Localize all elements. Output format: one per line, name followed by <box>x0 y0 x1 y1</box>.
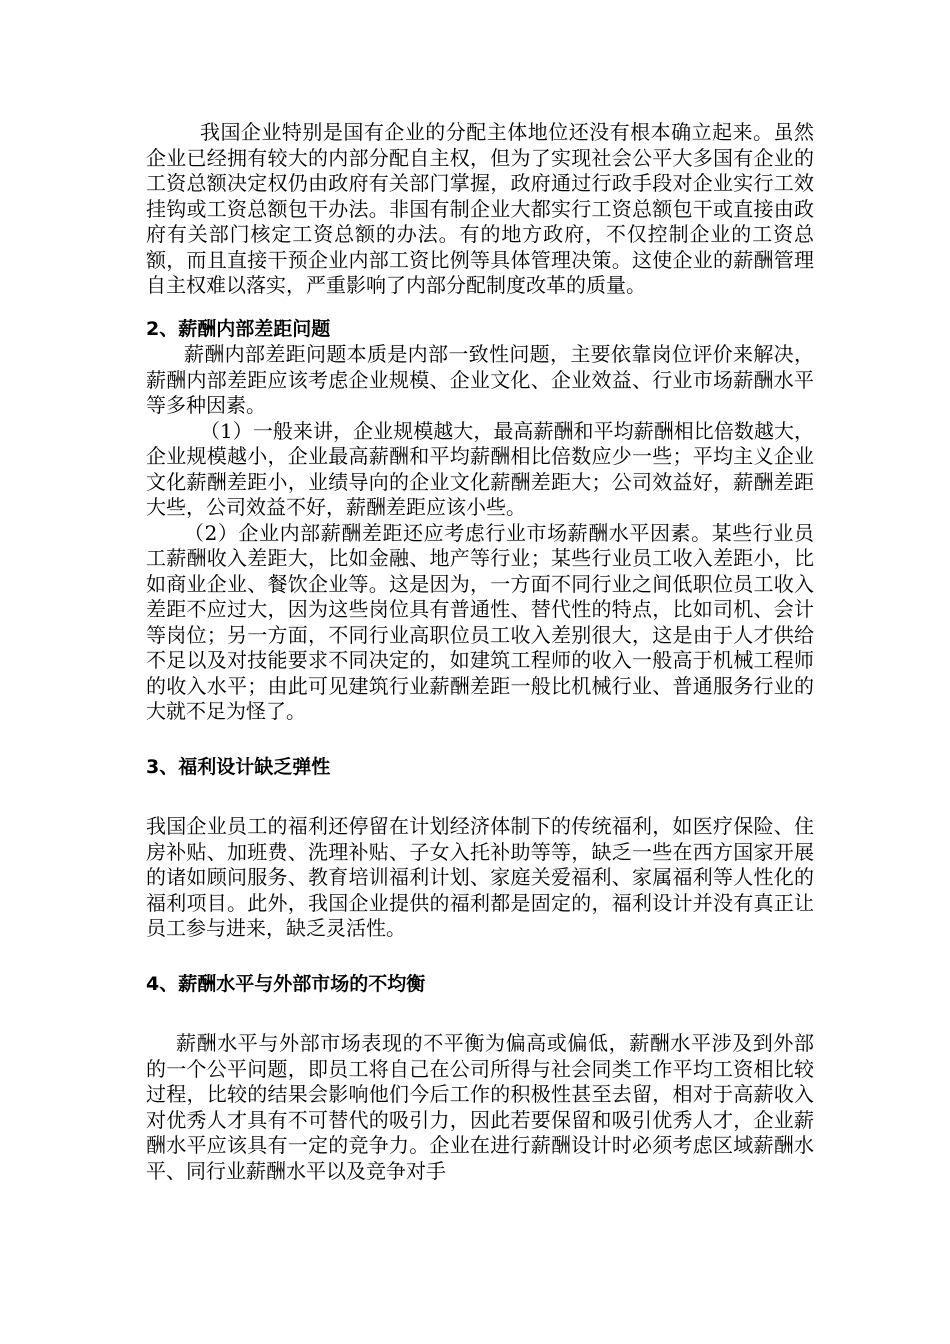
document-page <box>146 120 814 1184</box>
section-3-heading: 3、福利设计缺乏弹性 <box>146 755 331 778</box>
section-2-paragraph-2: （1）一般来讲，企业规模越大，最高薪酬和平均薪酬相比倍数越大，企业规模越小，企业最高薪酬和平均薪酬相比倍数应少一些；平均主义企业文化薪酬差距小，业绩导向的企业文化薪酬差距大；公司效益好，薪酬差距大些，公司效益不好，薪酬差距应该小些。 <box>146 418 814 519</box>
section-4-heading: 4、薪酬水平与外部市场的不均衡 <box>146 972 426 995</box>
section-2-heading: 2、薪酬内部差距问题 <box>146 317 331 340</box>
intro-paragraph: 我国企业特别是国有企业的分配主体地位还没有根本确立起来。虽然企业已经拥有较大的内部分配自主权，但为了实现社会公平大多国有企业的工资总额决定权仍由政府有关部门掌握，政府通过行政手段对企业实行工效挂钩或工资总额包干办法。非国有制企业大都实行工资总额包干或直接由政府有关部门核定工资总额的办法。有的地方政府，不仅控制企业的工资总额，而且直接干预企业内部工资比例等具体管理决策。这使企业的薪酬管理自主权难以落实，严重影响了内部分配制度改革的质量。 <box>146 120 814 297</box>
section-4-paragraph-1: 薪酬水平与外部市场表现的不平衡为偏高或偏低，薪酬水平涉及到外部的一个公平问题，即员工将自己在公司所得与社会同类工作平均工资相比较过程，比较的结果会影响他们今后工作的积极性甚至去留，相对于高薪收入对优秀人才具有不可替代的吸引力，因此若要保留和吸引优秀人才，企业薪酬水平应该具有一定的竞争力。企业在进行薪酬设计时必须考虑区域薪酬水平、同行业薪酬水平以及竞争对手 <box>146 1031 814 1183</box>
section-3-paragraph-1: 我国企业员工的福利还停留在计划经济体制下的传统福利，如医疗保险、住房补贴、加班费、洗理补贴、子女入托补助等等，缺乏一些在西方国家开展的诸如顾问服务、教育培训福利计划、家庭关爱福利、家属福利等人性化的福利项目。此外，我国企业提供的福利都是固定的，福利设计并没有真正让员工参与进来，缺乏灵活性。 <box>146 814 814 940</box>
section-2-paragraph-1: 薪酬内部差距问题本质是内部一致性问题，主要依靠岗位评价来解决，薪酬内部差距应该考虑企业规模、企业文化、企业效益、行业市场薪酬水平等多种因素。 <box>146 342 814 417</box>
section-2-paragraph-3: （2）企业内部薪酬差距还应考虑行业市场薪酬水平因素。某些行业员工薪酬收入差距大，比如金融、地产等行业；某些行业员工收入差距小，比如商业企业、餐饮企业等。这是因为，一方面不同行业之间低职位员工收入差距不应过大，因为这些岗位具有普通性、替代性的特点，比如司机、会计等岗位；另一方面，不同行业高职位员工收入差别很大，这是由于人才供给不足以及对技能要求不同决定的，如建筑工程师的收入一般高于机械工程师的收入水平；由此可见建筑行业薪酬差距一般比机械行业、普通服务行业的大就不足为怪了。 <box>146 520 814 723</box>
